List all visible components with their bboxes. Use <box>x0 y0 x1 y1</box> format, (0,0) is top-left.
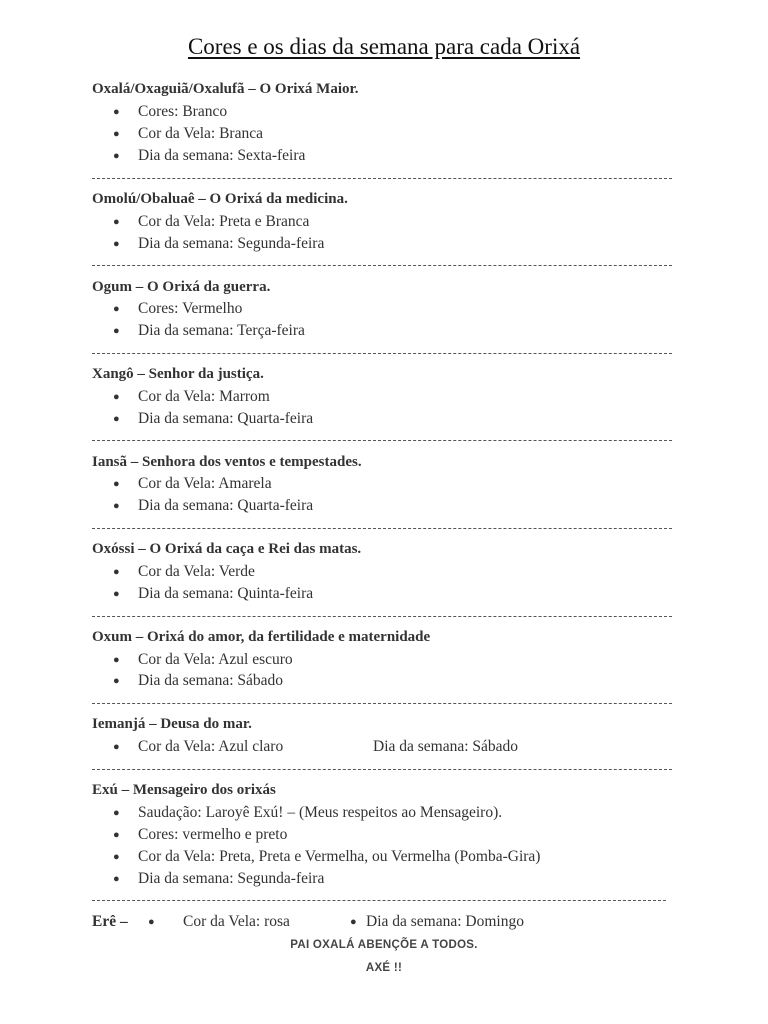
divider <box>92 528 672 530</box>
divider <box>92 265 672 267</box>
bullet-icon: ● <box>113 873 120 885</box>
bullet-icon: ● <box>113 741 120 753</box>
divider <box>92 440 672 442</box>
bullet-icon: ● <box>113 829 120 841</box>
bullet-icon: ● <box>113 675 120 687</box>
bullet-icon: ● <box>113 106 120 118</box>
section-heading-exu: Exú – Mensageiro dos orixás <box>92 782 276 798</box>
bullet-icon: ● <box>113 303 120 315</box>
bullet-icon: ● <box>113 851 120 863</box>
bullet-icon: ● <box>113 216 120 228</box>
divider <box>92 703 672 705</box>
divider <box>92 616 672 618</box>
bullet-icon: ● <box>113 478 120 490</box>
divider <box>92 353 672 355</box>
page-title: Cores e os dias da semana para cada Orixá <box>187 34 581 59</box>
bullet-icon: ● <box>113 654 120 666</box>
section-heading-oxala: Oxalá/Oxaguiã/Oxalufã – O Orixá Maior. <box>92 81 359 97</box>
bullet-icon: ● <box>113 325 120 337</box>
section-heading-ere: Erê – <box>92 913 128 930</box>
bullet-icon: ● <box>113 238 120 250</box>
divider <box>92 769 672 771</box>
divider <box>92 900 666 902</box>
footer-blessing: PAI OXALÁ ABENÇÕE A TODOS. <box>290 939 478 951</box>
bullet-icon: ● <box>113 566 120 578</box>
section-heading-omolu: Omolú/Obaluaê – O Orixá da medicina. <box>92 191 348 207</box>
section-heading-oxum: Oxum – Orixá do amor, da fertilidade e maternidade <box>92 629 431 645</box>
section-heading-iansa: Iansã – Senhora dos ventos e tempestades. <box>92 454 362 470</box>
bullet-icon: ● <box>148 916 155 928</box>
footer-axe: AXÉ !! <box>365 962 403 974</box>
bullet-icon: ● <box>350 916 357 928</box>
divider <box>92 178 672 180</box>
bullet-icon: ● <box>113 128 120 140</box>
bullet-icon: ● <box>113 413 120 425</box>
bullet-icon: ● <box>113 150 120 162</box>
section-heading-iemanja: Iemanjá – Deusa do mar. <box>92 716 252 732</box>
section-heading-xango: Xangô – Senhor da justiça. <box>92 366 264 382</box>
bullet-icon: ● <box>113 807 120 819</box>
bullet-icon: ● <box>113 588 120 600</box>
section-heading-oxossi: Oxóssi – O Orixá da caça e Rei das matas. <box>92 541 362 557</box>
bullet-icon: ● <box>113 500 120 512</box>
bullet-icon: ● <box>113 391 120 403</box>
section-heading-ogum: Ogum – O Orixá da guerra. <box>92 279 271 295</box>
